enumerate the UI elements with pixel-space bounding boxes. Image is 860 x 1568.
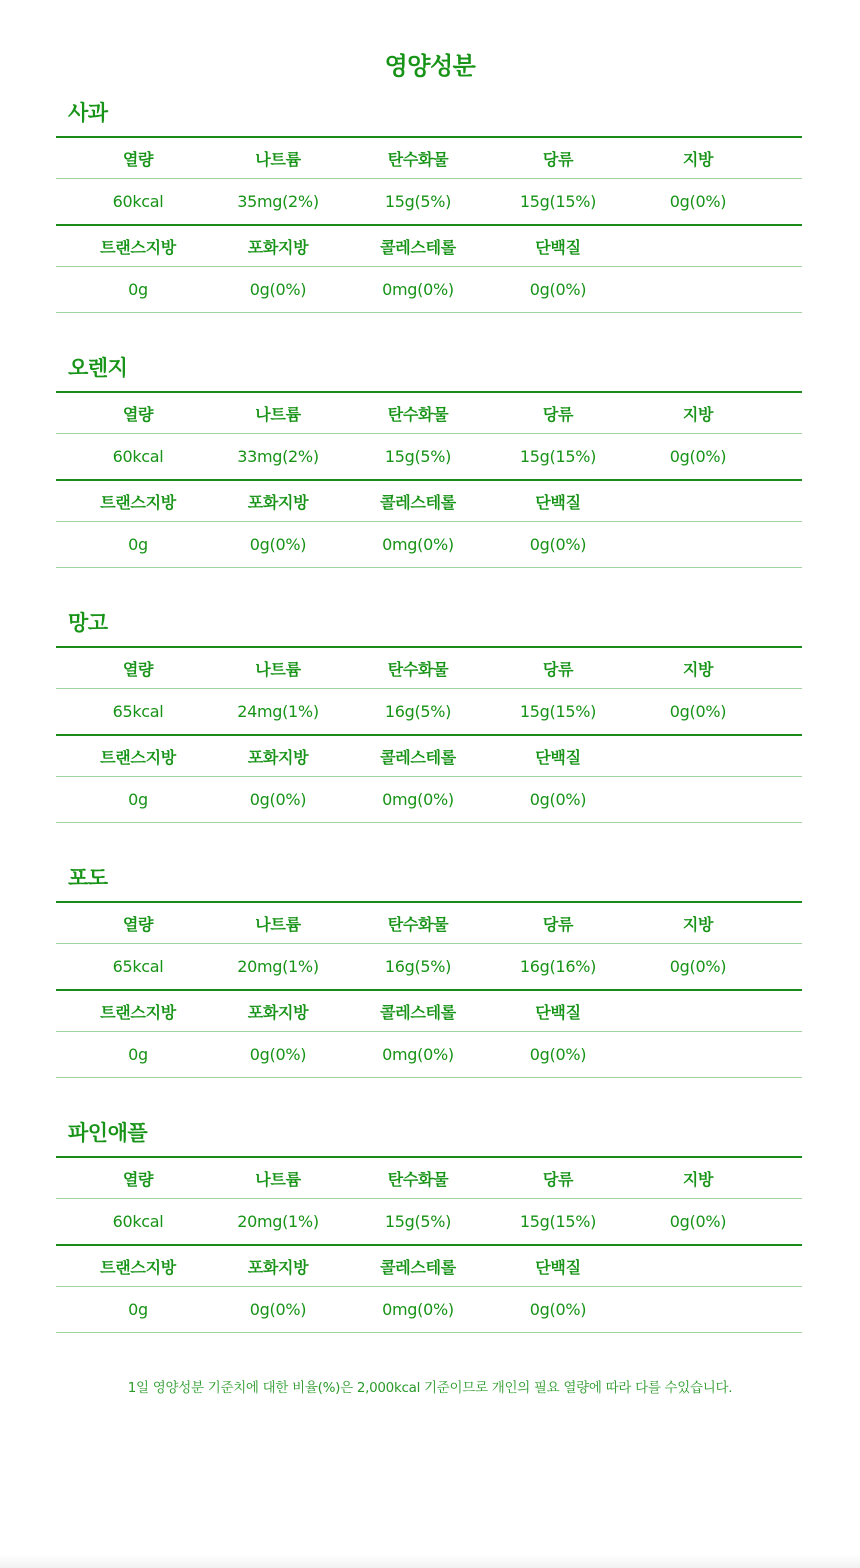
header-cell: 단백질 (535, 492, 581, 512)
value-cell: 15g(5%) (384, 447, 452, 466)
header-cell: 당류 (542, 149, 574, 169)
value-row-1 (56, 943, 802, 989)
value-cell: 0mg(0%) (382, 280, 454, 299)
header-row-1 (56, 901, 802, 943)
header-cell: 당류 (542, 1169, 574, 1189)
fruit-name: 파인애플 (68, 1121, 148, 1145)
header-cell: 나트륨 (255, 914, 301, 934)
value-row-2 (56, 1031, 802, 1078)
value-cell: 0g (128, 1045, 148, 1064)
header-cell: 지방 (682, 914, 714, 934)
value-cell: 0g (128, 790, 148, 809)
value-cell: 0g(0%) (529, 790, 587, 809)
header-cell: 포화지방 (247, 237, 309, 257)
header-row-2 (56, 224, 802, 266)
header-cell: 포화지방 (247, 1257, 309, 1277)
header-cell: 열량 (122, 659, 154, 679)
header-cell: 포화지방 (247, 492, 309, 512)
fruit-section-2 (0, 605, 860, 860)
value-cell: 16g(5%) (384, 702, 452, 721)
header-cell: 지방 (682, 659, 714, 679)
value-cell: 35mg(2%) (237, 192, 319, 211)
value-cell: 20mg(1%) (237, 1212, 319, 1231)
nutrition-table (56, 136, 802, 313)
value-cell: 60kcal (112, 192, 164, 211)
nutrition-table (56, 901, 802, 1078)
value-cell: 0g(0%) (529, 1300, 587, 1319)
header-cell: 트랜스지방 (100, 237, 176, 257)
header-cell: 트랜스지방 (100, 492, 176, 512)
value-cell: 0mg(0%) (382, 790, 454, 809)
value-cell: 15g(15%) (519, 1212, 597, 1231)
header-cell: 트랜스지방 (100, 1002, 176, 1022)
value-cell: 0g (128, 535, 148, 554)
header-row-2 (56, 989, 802, 1031)
value-row-2 (56, 776, 802, 823)
header-cell: 탄수화물 (387, 149, 449, 169)
header-row-2 (56, 479, 802, 521)
header-cell: 지방 (682, 404, 714, 424)
fruit-name: 사과 (68, 101, 108, 125)
fruit-name: 망고 (68, 611, 108, 635)
header-row-1 (56, 391, 802, 433)
fruit-section-3 (0, 860, 860, 1115)
header-row-1 (56, 136, 802, 178)
header-cell: 탄수화물 (387, 659, 449, 679)
header-cell: 지방 (682, 149, 714, 169)
value-cell: 15g(5%) (384, 1212, 452, 1231)
header-cell: 단백질 (535, 747, 581, 767)
value-cell: 16g(16%) (519, 957, 597, 976)
value-row-1 (56, 178, 802, 224)
nutrition-table (56, 391, 802, 568)
header-cell: 열량 (122, 404, 154, 424)
value-cell: 15g(15%) (519, 702, 597, 721)
value-cell: 0g(0%) (669, 192, 727, 211)
nutrition-table (56, 1156, 802, 1333)
value-row-2 (56, 521, 802, 568)
value-cell: 0g(0%) (669, 957, 727, 976)
header-cell: 콜레스테롤 (380, 237, 456, 257)
value-row-2 (56, 266, 802, 313)
header-cell: 단백질 (535, 237, 581, 257)
value-cell: 15g(15%) (519, 192, 597, 211)
value-cell: 65kcal (112, 957, 164, 976)
value-cell: 33mg(2%) (237, 447, 319, 466)
value-cell: 0g(0%) (669, 447, 727, 466)
header-cell: 탄수화물 (387, 404, 449, 424)
header-cell: 콜레스테롤 (380, 747, 456, 767)
header-cell: 포화지방 (247, 747, 309, 767)
nutrition-table (56, 646, 802, 823)
value-cell: 0g(0%) (249, 1045, 307, 1064)
value-row-1 (56, 433, 802, 479)
header-cell: 당류 (542, 659, 574, 679)
fruit-name: 오렌지 (68, 356, 128, 380)
fruit-section-4 (0, 1115, 860, 1370)
value-cell: 0g(0%) (669, 1212, 727, 1231)
header-cell: 트랜스지방 (100, 1257, 176, 1277)
value-cell: 15g(15%) (519, 447, 597, 466)
header-cell: 나트륨 (255, 659, 301, 679)
header-row-2 (56, 1244, 802, 1286)
fruit-section-1 (0, 350, 860, 605)
value-cell: 0g(0%) (249, 790, 307, 809)
header-cell: 콜레스테롤 (380, 492, 456, 512)
header-cell: 콜레스테롤 (380, 1002, 456, 1022)
header-cell: 포화지방 (247, 1002, 309, 1022)
value-cell: 0g (128, 280, 148, 299)
header-cell: 탄수화물 (387, 914, 449, 934)
header-cell: 지방 (682, 1169, 714, 1189)
bottom-divider (0, 1555, 860, 1568)
value-cell: 60kcal (112, 447, 164, 466)
value-cell: 0g(0%) (529, 280, 587, 299)
page-title: 영양성분 (384, 52, 476, 80)
value-cell: 0g (128, 1300, 148, 1319)
value-cell: 20mg(1%) (237, 957, 319, 976)
value-cell: 0g(0%) (529, 535, 587, 554)
header-cell: 콜레스테롤 (380, 1257, 456, 1277)
value-row-1 (56, 1198, 802, 1244)
value-cell: 15g(5%) (384, 192, 452, 211)
header-cell: 탄수화물 (387, 1169, 449, 1189)
header-cell: 열량 (122, 149, 154, 169)
fruit-section-0 (0, 95, 860, 350)
value-cell: 0g(0%) (529, 1045, 587, 1064)
value-row-2 (56, 1286, 802, 1333)
value-cell: 60kcal (112, 1212, 164, 1231)
header-cell: 열량 (122, 914, 154, 934)
value-cell: 0g(0%) (249, 1300, 307, 1319)
nutrition-sections (0, 95, 860, 1370)
daily-value-footnote: 1일 영양성분 기준치에 대한 비율(%)은 2,000kcal 기준이므로 개인의 필요 열량에 따라 다를 수있습니다. (127, 1380, 733, 1396)
header-row-2 (56, 734, 802, 776)
value-cell: 0g(0%) (249, 535, 307, 554)
header-cell: 나트륨 (255, 1169, 301, 1189)
header-cell: 단백질 (535, 1002, 581, 1022)
value-row-1 (56, 688, 802, 734)
value-cell: 0mg(0%) (382, 1300, 454, 1319)
header-row-1 (56, 646, 802, 688)
header-cell: 단백질 (535, 1257, 581, 1277)
header-cell: 나트륨 (255, 149, 301, 169)
value-cell: 65kcal (112, 702, 164, 721)
value-cell: 0mg(0%) (382, 535, 454, 554)
header-cell: 트랜스지방 (100, 747, 176, 767)
header-cell: 나트륨 (255, 404, 301, 424)
value-cell: 24mg(1%) (237, 702, 319, 721)
header-cell: 열량 (122, 1169, 154, 1189)
header-cell: 당류 (542, 914, 574, 934)
fruit-name: 포도 (68, 866, 108, 890)
header-row-1 (56, 1156, 802, 1198)
value-cell: 16g(5%) (384, 957, 452, 976)
value-cell: 0g(0%) (249, 280, 307, 299)
header-cell: 당류 (542, 404, 574, 424)
value-cell: 0g(0%) (669, 702, 727, 721)
value-cell: 0mg(0%) (382, 1045, 454, 1064)
